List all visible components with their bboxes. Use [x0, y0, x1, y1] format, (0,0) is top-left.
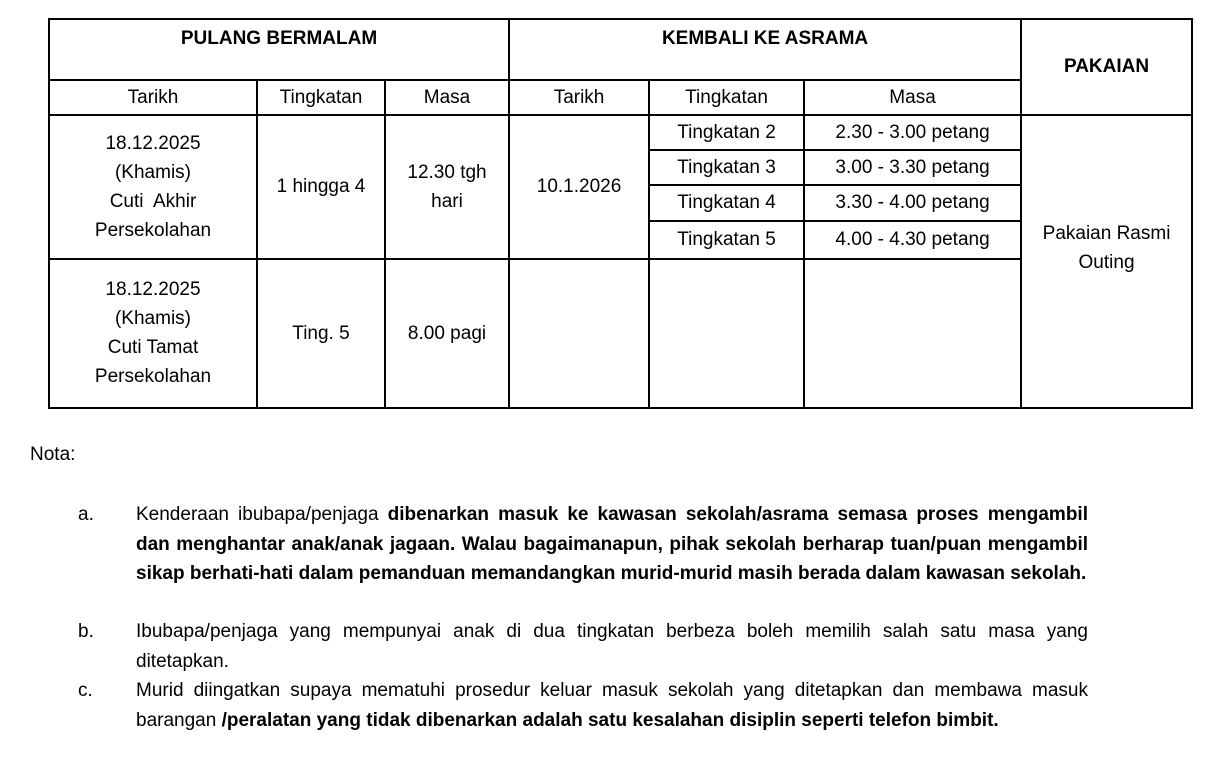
row2-tingkatan: Ting. 5 [257, 259, 385, 408]
nota-text-bold: dibenarkan masuk ke kawasan sekolah/asrama semasa proses mengambil dan menghantar anak/anak jagaan. Walau bagaimanapun, pihak sekolah berharap tuan/puan mengambil sikap berhati-hati dalam pemanduan memandangkan murid-murid masih berada dalam kawasan sekolah. [136, 504, 1088, 584]
nota-text-bold: /peralatan yang tidak dibenarkan adalah satu kesalahan disiplin seperti telefon bimbit. [221, 709, 999, 731]
kembali-ke-asrama-header: KEMBALI KE ASRAMA [509, 19, 1021, 80]
masa-header-kembali: Masa [804, 80, 1021, 114]
row2-masa: 8.00 pagi [385, 259, 509, 408]
pakaian-line: Pakaian Rasmi [1042, 222, 1171, 244]
row1-masa-line: 12.30 tgh [407, 161, 487, 183]
nota-label: Nota: [30, 444, 76, 465]
masa-header-pulang: Masa [385, 80, 509, 114]
nota-item-c [78, 676, 1088, 735]
tingkatan-header-pulang: Tingkatan [257, 80, 385, 114]
kembali-tingkatan: Tingkatan 4 [649, 185, 804, 220]
kembali-masa: 3.00 - 3.30 petang [804, 150, 1021, 185]
pulang-bermalam-header: PULANG BERMALAM [49, 19, 509, 80]
nota-letter: b. [78, 621, 94, 642]
row1-tarikh-line: Cuti Akhir [109, 190, 197, 212]
row1-masa [385, 115, 509, 259]
pakaian-cell [1021, 115, 1192, 408]
kembali-tingkatan: Tingkatan 3 [649, 150, 804, 185]
tarikh-header-pulang: Tarikh [49, 80, 257, 114]
row2-tarikh-line: Cuti Tamat [107, 337, 199, 359]
row1-tingkatan: 1 hingga 4 [257, 115, 385, 259]
tarikh-header-kembali: Tarikh [509, 80, 649, 114]
nota-text-plain: Ibubapa/penjaga yang mempunyai anak di dua tingkatan berbeza boleh memilih salah satu masa yang ditetapkan. [136, 621, 1088, 672]
nota-item-b [78, 617, 1088, 676]
row2-empty-cell [804, 259, 1021, 408]
nota-text [136, 500, 1088, 589]
row2-tarikh [49, 259, 257, 408]
row2-tarikh-line: (Khamis) [114, 308, 191, 330]
row1-tarikh [49, 115, 257, 259]
nota-text [136, 617, 1088, 676]
row1-masa-line: hari [431, 190, 463, 212]
kembali-masa: 2.30 - 3.00 petang [804, 115, 1021, 150]
kembali-masa: 4.00 - 4.30 petang [804, 221, 1021, 259]
row2-empty-cell [649, 259, 804, 408]
nota-letter: a. [78, 504, 94, 525]
nota-letter: c. [78, 680, 93, 701]
row2-tarikh-line: Persekolahan [94, 366, 212, 388]
pakaian-header: PAKAIAN [1021, 19, 1192, 115]
tingkatan-header-kembali: Tingkatan [649, 80, 804, 114]
kembali-tingkatan: Tingkatan 5 [649, 221, 804, 259]
nota-text [136, 676, 1088, 735]
row2-empty-cell [509, 259, 649, 408]
kembali-tarikh: 10.1.2026 [509, 115, 649, 259]
row2-tarikh-line: 18.12.2025 [105, 279, 201, 301]
row1-tarikh-line: 18.12.2025 [105, 132, 201, 154]
row1-tarikh-line: Persekolahan [94, 219, 212, 241]
nota-text-plain: Kenderaan ibubapa/penjaga [136, 504, 388, 525]
row1-tarikh-line: (Khamis) [114, 161, 191, 183]
nota-item-a [78, 500, 1088, 589]
pakaian-line: Outing [1078, 251, 1135, 273]
kembali-tingkatan: Tingkatan 2 [649, 115, 804, 150]
kembali-masa: 3.30 - 4.00 petang [804, 185, 1021, 220]
schedule-table [48, 18, 1193, 409]
nota-text-plain: Murid diingatkan supaya mematuhi prosedur keluar masuk sekolah yang ditetapkan dan membawa masuk barangan [136, 680, 1088, 731]
